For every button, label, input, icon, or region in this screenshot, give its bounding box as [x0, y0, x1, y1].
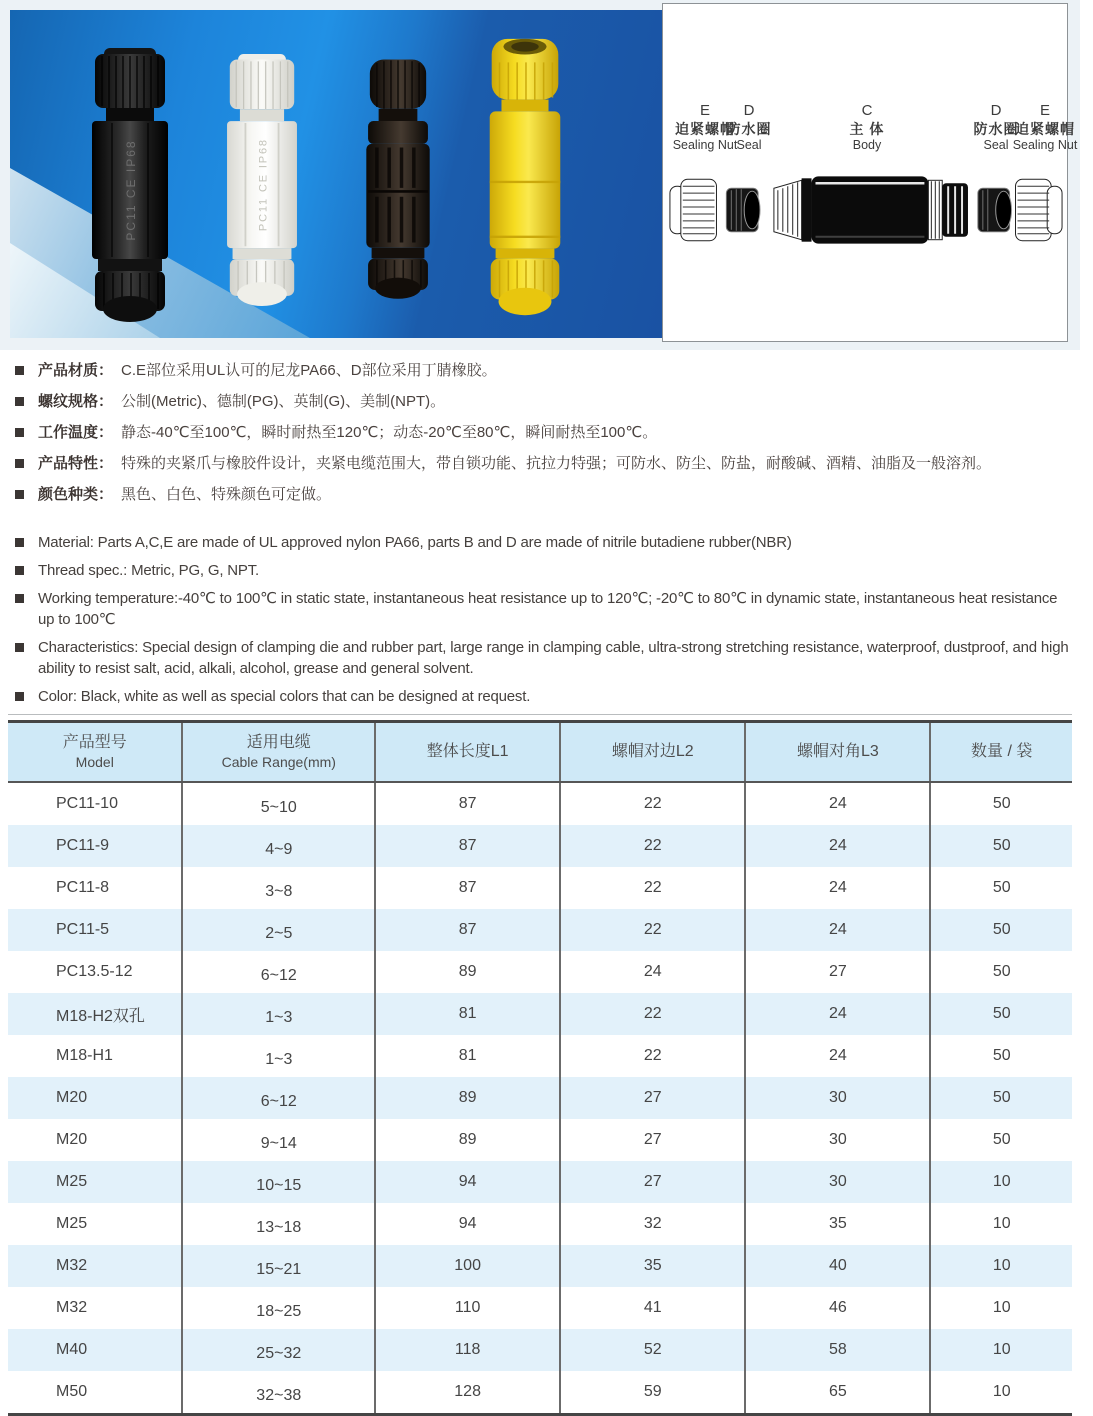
spec-text: 黑色、白色、特殊颜色可定做。: [121, 486, 332, 503]
header-cable-cn: 适用电缆: [246, 734, 311, 751]
diagram-part-label: [997, 102, 1093, 154]
spec-text: Working temperature:-40℃ to 100℃ in static state, instantaneous heat resistance up to 120℃; -20℃ to 80℃ in dynamic state, instantaneous heat resistance up to 100℃: [38, 590, 1058, 628]
cell-model: M32: [56, 1257, 88, 1274]
cell-nut-flat-l2: 22: [560, 782, 745, 825]
diagram-part-label: [821, 102, 913, 154]
cell-cable-range: 10~15: [182, 1161, 375, 1203]
cell-model: PC11-9: [56, 837, 110, 854]
spec-item-en: [15, 637, 1075, 679]
cell-nut-flat-l2: 52: [560, 1329, 745, 1371]
cell-model: M50: [56, 1383, 88, 1400]
header-model: [8, 722, 182, 783]
spec-text: 特殊的夹紧爪与橡胶件设计，夹紧电缆范围大，带自锁功能、抗拉力特强；可防水、防尘、防盐，耐酸碱、酒精、油脂及一般溶剂。: [121, 455, 992, 472]
table-row: [8, 1329, 1072, 1371]
table-row: [8, 1077, 1072, 1119]
spec-item-en: [15, 560, 1075, 581]
cell-qty: 50: [930, 1119, 1072, 1161]
part-name-cn: 防水圈: [973, 120, 1019, 137]
bullet-square-icon: [15, 692, 24, 701]
cell-qty: 50: [930, 782, 1072, 825]
table-row: [8, 1119, 1072, 1161]
cell-model: M20: [56, 1089, 88, 1106]
spec-label: 产品材质：: [38, 362, 114, 379]
table-row: [8, 1161, 1072, 1203]
header-qty-per-bag: 数量 / 袋: [930, 722, 1072, 783]
table-top-rule: [8, 714, 1072, 715]
cell-nut-corner-l3: 24: [745, 1035, 930, 1077]
cell-cable-range: 9~14: [182, 1119, 375, 1161]
part-letter: D: [990, 102, 1002, 119]
cell-nut-corner-l3: 30: [745, 1119, 930, 1161]
spec-item-en: [15, 686, 1075, 707]
yellow-connector: [476, 34, 574, 322]
table-row: [8, 993, 1072, 1035]
product-spec-table: [8, 720, 1072, 1416]
bullet-square-icon: [15, 566, 24, 575]
cell-length-l1: 89: [375, 1077, 560, 1119]
cell-nut-flat-l2: 41: [560, 1287, 745, 1329]
table-row: [8, 1287, 1072, 1329]
cell-nut-corner-l3: 35: [745, 1203, 930, 1245]
cell-length-l1: 87: [375, 782, 560, 825]
hero-section: [0, 0, 1080, 350]
connector-label: PC11 CE IP68: [257, 138, 270, 232]
table-row: [8, 951, 1072, 993]
cell-nut-flat-l2: 27: [560, 1077, 745, 1119]
exploded-diagram-panel: [662, 3, 1078, 342]
cell-model: M18-H2双孔: [56, 1007, 145, 1025]
cell-length-l1: 89: [375, 951, 560, 993]
cell-length-l1: 81: [375, 1035, 560, 1077]
part-name-en: Seal: [983, 138, 1009, 153]
spec-item-cn: [15, 422, 1073, 443]
cell-cable-range: 13~18: [182, 1203, 375, 1245]
spec-text: 静态-40℃至100℃，瞬时耐热至120℃；动态-20℃至80℃，瞬间耐热至100℃。: [121, 424, 658, 441]
spec-item-cn: [15, 360, 1073, 381]
bullet-square-icon: [15, 643, 24, 652]
cell-model: PC11-10: [56, 795, 118, 812]
cell-length-l1: 87: [375, 825, 560, 867]
diagram-part-labels: [663, 102, 1078, 164]
header-nut-corner-l3: 螺帽对角L3: [745, 722, 930, 783]
cell-cable-range: 6~12: [182, 1077, 375, 1119]
cell-model: M40: [56, 1341, 88, 1358]
part-name-cn: 迫紧螺帽: [675, 120, 735, 137]
header-cable-range: [182, 722, 375, 783]
cell-model: M32: [56, 1299, 88, 1316]
cell-length-l1: 118: [375, 1329, 560, 1371]
cell-nut-flat-l2: 22: [560, 867, 745, 909]
table-row: [8, 1245, 1072, 1287]
spec-item-en: [15, 532, 1075, 553]
part-name-cn: 迫紧螺帽: [1015, 120, 1075, 137]
cell-qty: 10: [930, 1203, 1072, 1245]
cell-length-l1: 81: [375, 993, 560, 1035]
cell-cable-range: 5~10: [182, 782, 375, 825]
cell-qty: 10: [930, 1371, 1072, 1415]
cell-nut-corner-l3: 40: [745, 1245, 930, 1287]
cell-qty: 50: [930, 951, 1072, 993]
cell-nut-corner-l3: 30: [745, 1161, 930, 1203]
table-row: [8, 782, 1072, 825]
cell-model: M25: [56, 1173, 88, 1190]
bullet-square-icon: [15, 538, 24, 547]
diagram-part-label: [715, 102, 783, 154]
part-name-en: Seal: [736, 138, 762, 153]
cell-nut-corner-l3: 24: [745, 825, 930, 867]
cell-nut-flat-l2: 27: [560, 1119, 745, 1161]
spec-text: C.E部位采用UL认可的尼龙PA66、D部位采用丁腈橡胶。: [121, 362, 497, 379]
cell-nut-flat-l2: 22: [560, 993, 745, 1035]
spec-text: 公制(Metric)、德制(PG)、英制(G)、美制(NPT)。: [121, 393, 446, 410]
cell-nut-corner-l3: 30: [745, 1077, 930, 1119]
spec-label: 颜色种类：: [38, 486, 114, 503]
part-letter: C: [861, 102, 873, 119]
spec-item-en: [15, 588, 1075, 630]
bullet-square-icon: [15, 490, 24, 499]
cell-nut-flat-l2: 24: [560, 951, 745, 993]
cell-qty: 10: [930, 1329, 1072, 1371]
cell-qty: 10: [930, 1245, 1072, 1287]
bullet-square-icon: [15, 428, 24, 437]
cell-nut-corner-l3: 24: [745, 782, 930, 825]
cell-cable-range: 32~38: [182, 1371, 375, 1415]
spec-text: Characteristics: Special design of clamping die and rubber part, large range in clamping cable, ultra-strong stretching resistance, waterproof, dustproof, and high ability to resist salt, acid, alkali, alcohol, grease and general solvent.: [38, 639, 1069, 677]
table-header-row: [8, 722, 1072, 783]
spec-text: Material: Parts A,C,E are made of UL approved nylon PA66, parts B and D are made of nitrile butadiene rubber(NBR): [38, 534, 792, 551]
spec-label: 产品特性：: [38, 455, 114, 472]
table-row: [8, 1035, 1072, 1077]
cell-qty: 10: [930, 1161, 1072, 1203]
cell-qty: 50: [930, 993, 1072, 1035]
spec-text: Color: Black, white as well as special colors that can be designed at request.: [38, 688, 531, 705]
header-cable-en: Cable Range(mm): [221, 754, 336, 770]
cell-qty: 50: [930, 909, 1072, 951]
cell-qty: 50: [930, 1077, 1072, 1119]
cell-length-l1: 128: [375, 1371, 560, 1415]
cell-cable-range: 15~21: [182, 1245, 375, 1287]
cell-model: PC11-8: [56, 879, 110, 896]
table-row: [8, 909, 1072, 951]
cell-nut-corner-l3: 24: [745, 909, 930, 951]
cell-nut-corner-l3: 24: [745, 867, 930, 909]
white-connector: [216, 46, 308, 314]
header-length-l1: 整体长度L1: [375, 722, 560, 783]
header-model-cn: 产品型号: [62, 734, 127, 751]
header-model-en: Model: [75, 754, 114, 770]
cell-nut-flat-l2: 27: [560, 1161, 745, 1203]
cell-length-l1: 87: [375, 909, 560, 951]
cell-qty: 10: [930, 1287, 1072, 1329]
spec-list-cn: [15, 360, 1073, 515]
cell-nut-corner-l3: 58: [745, 1329, 930, 1371]
cell-cable-range: 6~12: [182, 951, 375, 993]
bullet-square-icon: [15, 366, 24, 375]
part-name-en: Sealing Nut: [672, 138, 738, 153]
connector-label: PC11 CE IP68: [124, 139, 138, 241]
cell-length-l1: 94: [375, 1161, 560, 1203]
spec-item-cn: [15, 391, 1073, 412]
spec-text: Thread spec.: Metric, PG, G, NPT.: [38, 562, 259, 579]
spec-item-cn: [15, 484, 1073, 505]
part-name-en: Sealing Nut: [1012, 138, 1078, 153]
table-row: [8, 1203, 1072, 1245]
product-photo: [10, 10, 662, 338]
cell-nut-flat-l2: 22: [560, 909, 745, 951]
cell-nut-flat-l2: 32: [560, 1203, 745, 1245]
cell-length-l1: 87: [375, 867, 560, 909]
cell-nut-flat-l2: 22: [560, 825, 745, 867]
black-connector: [78, 48, 182, 322]
cell-model: M18-H1: [56, 1047, 113, 1064]
bullet-square-icon: [15, 594, 24, 603]
cell-cable-range: 4~9: [182, 825, 375, 867]
cell-nut-flat-l2: 59: [560, 1371, 745, 1415]
cell-nut-flat-l2: 22: [560, 1035, 745, 1077]
table-row: [8, 867, 1072, 909]
header-nut-flat-l2: 螺帽对边L2: [560, 722, 745, 783]
cell-qty: 50: [930, 867, 1072, 909]
cell-nut-corner-l3: 24: [745, 993, 930, 1035]
dark-ribbed-connector: [354, 44, 442, 316]
cell-length-l1: 89: [375, 1119, 560, 1161]
table-row: [8, 825, 1072, 867]
cell-cable-range: 2~5: [182, 909, 375, 951]
part-letter: E: [699, 102, 710, 119]
cell-cable-range: 18~25: [182, 1287, 375, 1329]
spec-item-cn: [15, 453, 1073, 474]
cell-nut-corner-l3: 46: [745, 1287, 930, 1329]
spec-label: 工作温度：: [38, 424, 114, 441]
table-row: [8, 1371, 1072, 1415]
part-letter: E: [1039, 102, 1050, 119]
cell-cable-range: 3~8: [182, 867, 375, 909]
spec-label: 螺纹规格：: [38, 393, 114, 410]
cell-cable-range: 1~3: [182, 993, 375, 1035]
cell-model: M25: [56, 1215, 88, 1232]
spec-list-en: [15, 532, 1075, 714]
cell-model: PC13.5-12: [56, 963, 133, 980]
exploded-diagram-drawing: [663, 164, 1067, 256]
cell-qty: 50: [930, 825, 1072, 867]
cell-length-l1: 110: [375, 1287, 560, 1329]
part-name-cn: 主 体: [849, 120, 885, 137]
spec-table-section: [8, 714, 1072, 1416]
cell-model: PC11-5: [56, 921, 110, 938]
cell-length-l1: 94: [375, 1203, 560, 1245]
cell-model: M20: [56, 1131, 88, 1148]
part-letter: D: [743, 102, 755, 119]
bullet-square-icon: [15, 459, 24, 468]
bullet-square-icon: [15, 397, 24, 406]
cell-cable-range: 25~32: [182, 1329, 375, 1371]
cell-nut-flat-l2: 35: [560, 1245, 745, 1287]
part-name-cn: 防水圈: [726, 120, 772, 137]
cell-length-l1: 100: [375, 1245, 560, 1287]
cell-cable-range: 1~3: [182, 1035, 375, 1077]
cell-qty: 50: [930, 1035, 1072, 1077]
cell-nut-corner-l3: 65: [745, 1371, 930, 1415]
cell-nut-corner-l3: 27: [745, 951, 930, 993]
part-name-en: Body: [852, 138, 882, 153]
